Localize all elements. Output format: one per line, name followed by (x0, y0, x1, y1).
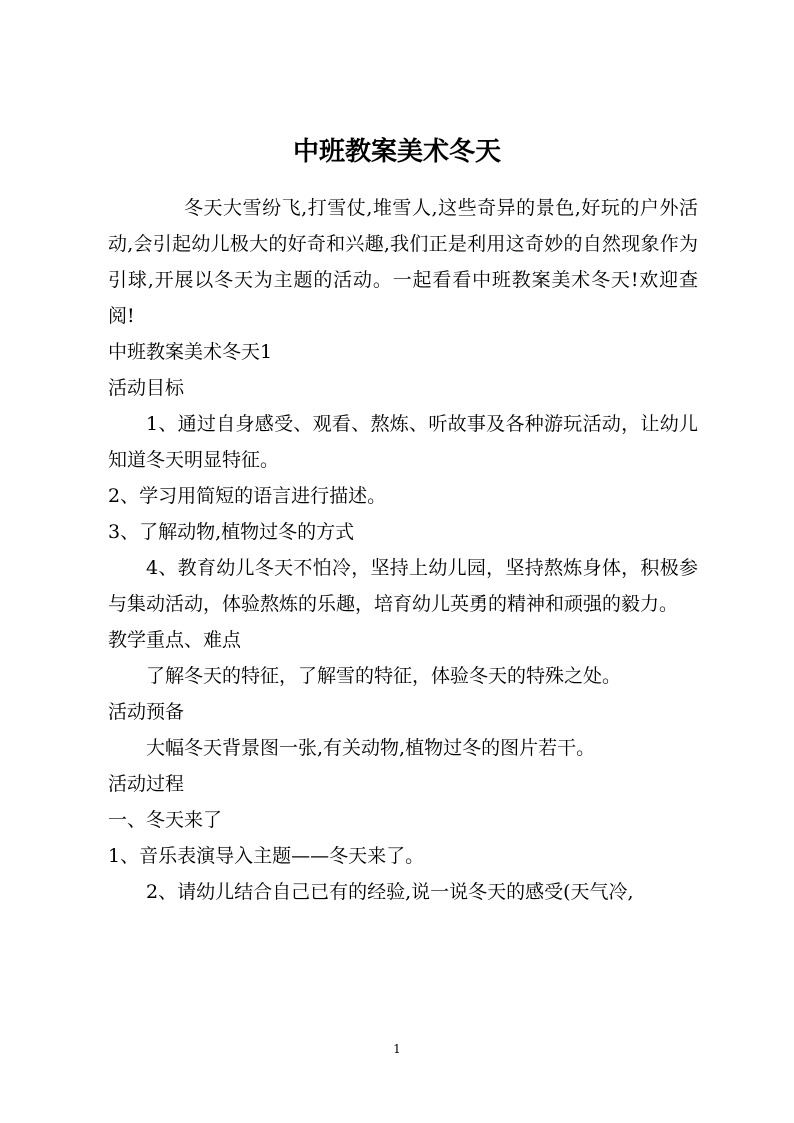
goal-item-2: 2、学习用简短的语言进行描述。 (108, 485, 387, 507)
process-step-heading: 一、冬天来了 (108, 809, 223, 831)
key-points-text: 了解冬天的特征，了解雪的特征，体验冬天的特殊之处。 (146, 665, 622, 687)
goal-item-1: 1、通过自身感受、观看、熬炼、听故事及各种游玩活动，让幼儿知道冬天明显特征。 (108, 413, 698, 471)
preparation-text: 大幅冬天背景图一张,有关动物,植物过冬的图片若干。 (146, 737, 596, 759)
section-heading-process: 活动过程 (108, 773, 185, 795)
section-heading-key-points: 教学重点、难点 (108, 629, 242, 651)
goal-item-4: 4、教育幼儿冬天不怕冷，坚持上幼儿园，坚持熬炼身体，积极参与集动活动，体验熬炼的乐趣，培育幼儿英勇的精神和顽强的毅力。 (108, 557, 698, 615)
section-heading-preparation: 活动预备 (108, 701, 185, 723)
intro-paragraph: 冬天大雪纷飞,打雪仗,堆雪人,这些奇异的景色,好玩的户外活动,会引起幼儿极大的好奇和兴趣,我们正是利用这奇妙的自然现象作为引球,开展以冬天为主题的活动。一起看看中班教案美术冬天!欢迎查阅! (108, 197, 698, 327)
goal-item-3: 3、了解动物,植物过冬的方式 (108, 521, 355, 543)
document-title: 中班教案美术冬天 (292, 137, 501, 167)
process-item-2: 2、请幼儿结合自己已有的经验,说一说冬天的感受(天气冷, (146, 881, 634, 903)
process-item-1: 1、音乐表演导入主题——冬天来了。 (108, 845, 425, 867)
document-body (108, 190, 698, 910)
section-heading-lesson-1: 中班教案美术冬天1 (108, 341, 273, 363)
page-number: 1 (393, 1042, 401, 1056)
section-heading-activity-goals: 活动目标 (108, 377, 185, 399)
